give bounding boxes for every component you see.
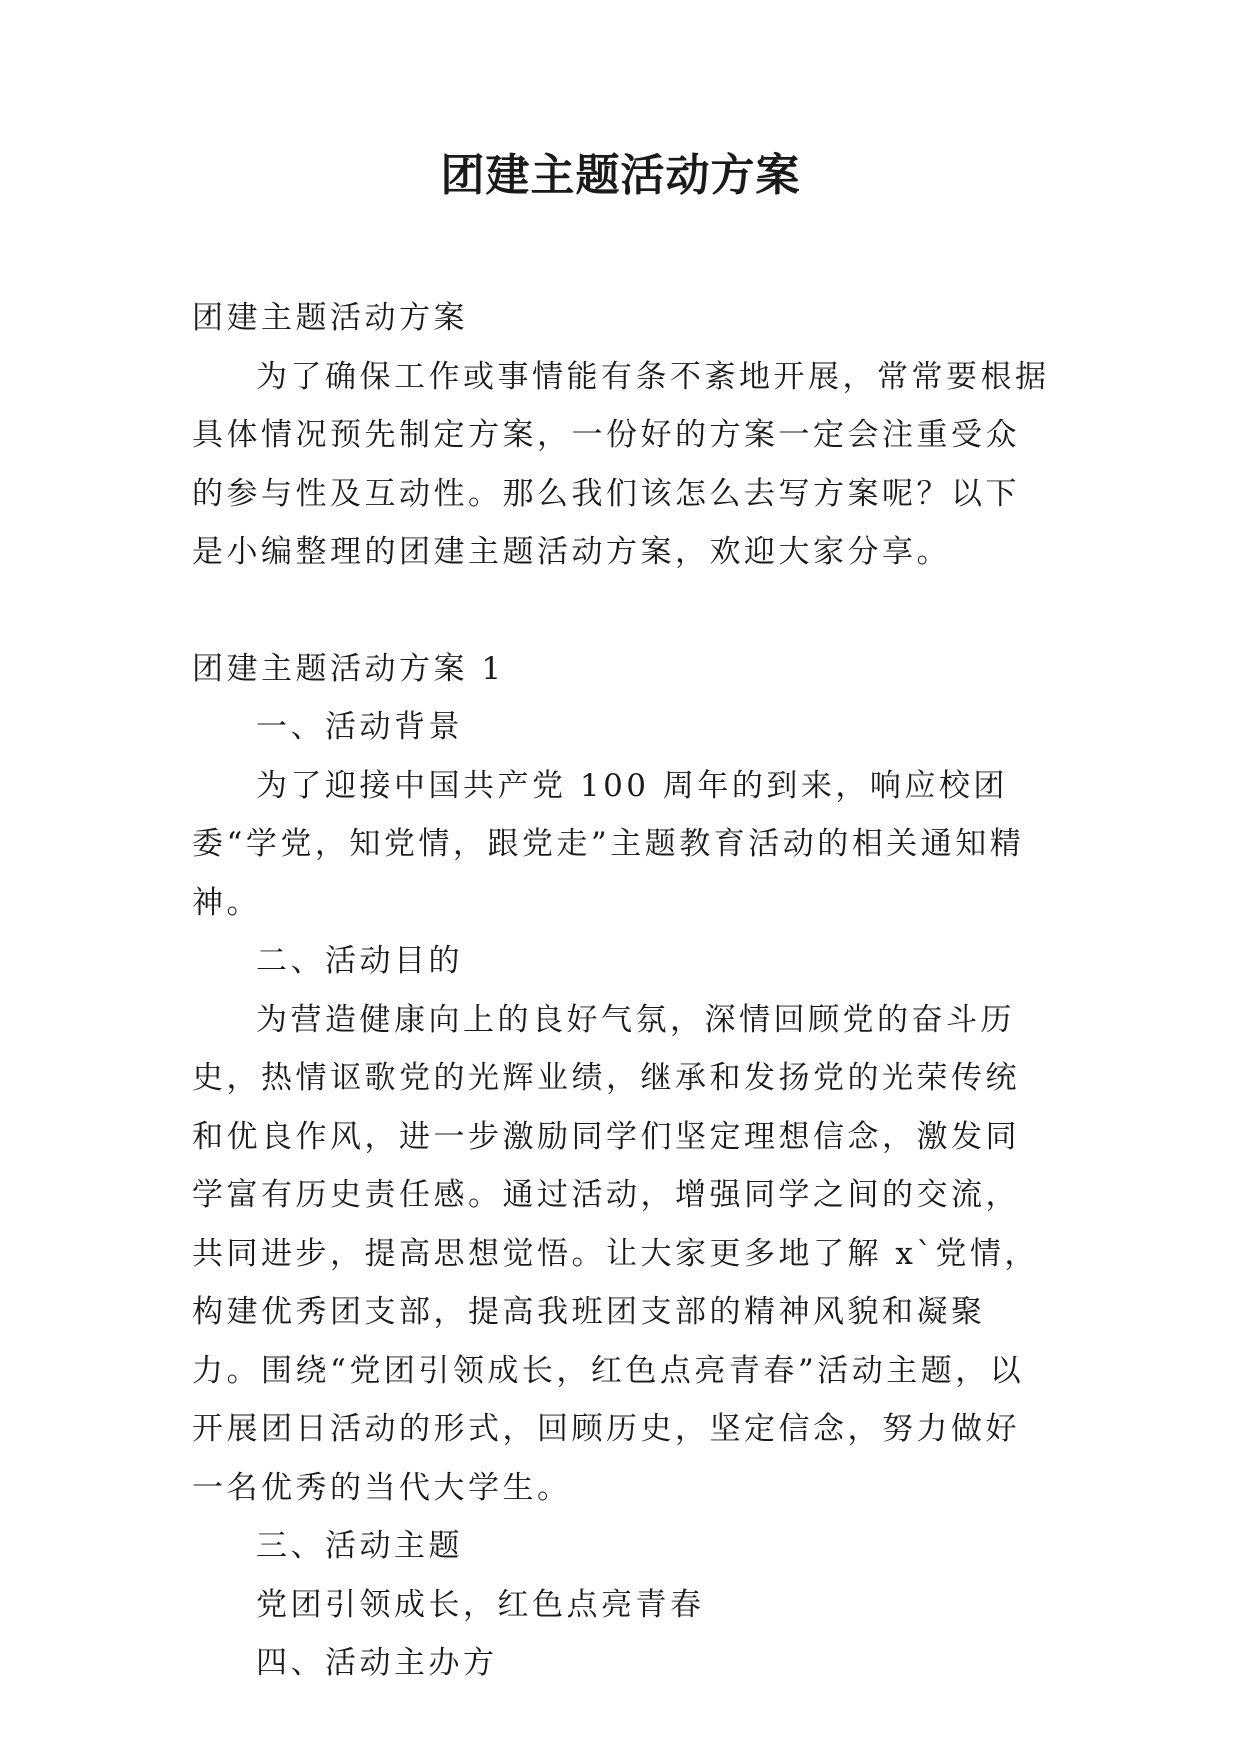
section-heading-theme: 三、活动主题: [256, 1528, 463, 1564]
section-text-background: 为了迎接中国共产党 100 周年的到来，响应校团委“学党，知党情，跟党走”主题教育活动的相关通知精神。: [192, 767, 1025, 921]
document-body: [192, 289, 1052, 1693]
section-text-theme: 党团引领成长，红色点亮青春: [256, 1586, 705, 1623]
document-title: 团建主题活动方案: [440, 150, 801, 201]
section-heading-organizer: 四、活动主办方: [256, 1645, 498, 1681]
section-heading-background: 一、活动背景: [256, 709, 463, 745]
paragraph-gap: [192, 582, 1052, 640]
plan-heading: 团建主题活动方案 1: [192, 650, 505, 687]
intro-paragraph: 为了确保工作或事情能有条不紊地开展，常常要根据具体情况预先制定方案，一份好的方案一定会注重受众的参与性及互动性。那么我们该怎么去写方案呢？以下是小编整理的团建主题活动方案，欢迎大家分享。: [192, 358, 1050, 570]
document-subtitle: 团建主题活动方案: [192, 300, 468, 336]
section-heading-purpose: 二、活动目的: [256, 943, 463, 979]
section-text-purpose: 为营造健康向上的良好气氛，深情回顾党的奋斗历史，热情讴歌党的光辉业绩，继承和发扬党的光荣传统和优良作风，进一步激励同学们坚定理想信念，激发同学富有历史责任感。通过活动，增强同学之间的交流，共同进步，提高思想觉悟。让大家更多地了解 x`党情，构建优秀团支部，提高我班团支部的精神风貌和凝聚力。围绕“党团引领成长，红色点亮青春”活动主题，以开展团日活动的形式，回顾历史，坚定信念，努力做好一名优秀的当代大学生。: [192, 1001, 1039, 1506]
